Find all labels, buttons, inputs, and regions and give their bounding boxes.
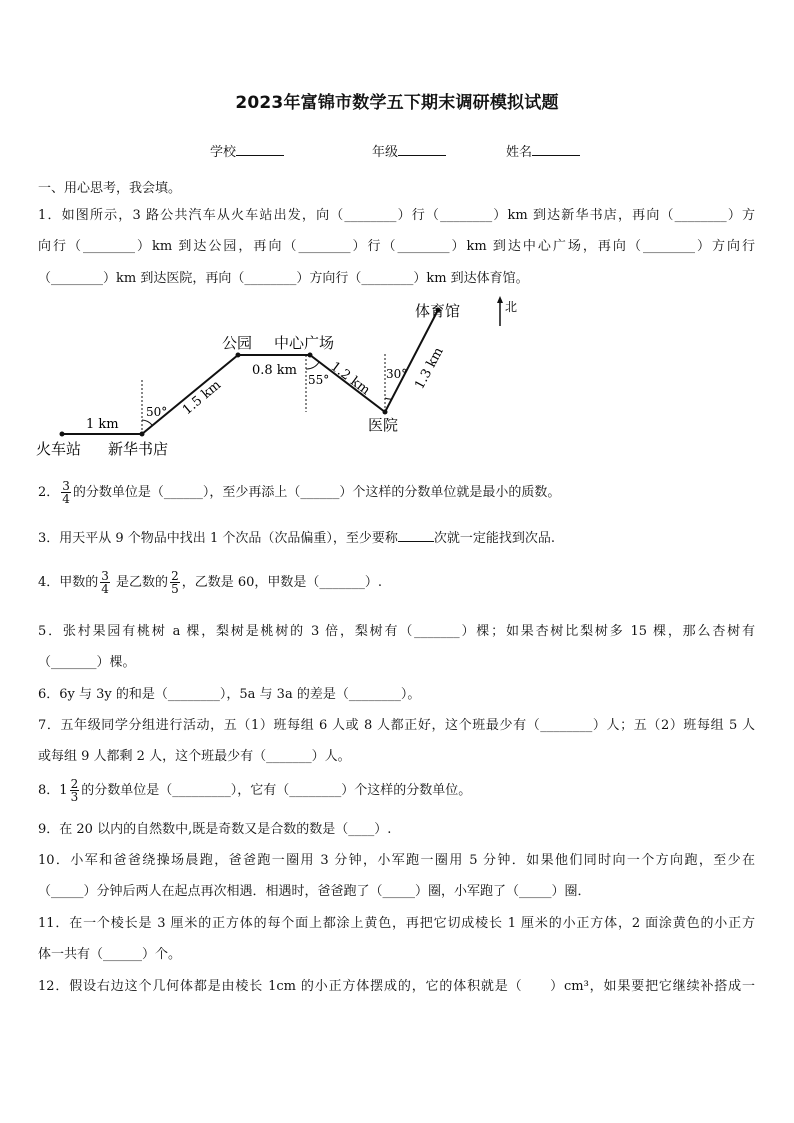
- fraction: [70, 778, 80, 803]
- distance-label-5: 1.3 km: [412, 345, 447, 392]
- school-field: [210, 141, 284, 160]
- question-1-line-1: 1．如图所示，3 路公共汽车从火车站出发，向（________）行（________）km 到达新华书店，再向（________）方: [38, 208, 755, 223]
- angle-arc-1: [142, 420, 152, 425]
- question-3: [38, 531, 555, 547]
- section-heading: 一、用心思考，我会填。: [38, 181, 182, 196]
- question-11-line-2: 体一共有（______）个。: [38, 947, 182, 962]
- label-bookstore: 新华书店: [108, 440, 169, 458]
- fraction-numerator: 3: [101, 569, 109, 583]
- school-label: 学校: [210, 145, 237, 160]
- school-blank[interactable]: [236, 143, 284, 156]
- question-2: [38, 480, 560, 505]
- question-4-text: 4．甲数的: [38, 575, 99, 590]
- label-train-station: 火车站: [36, 440, 82, 458]
- question-10-line-2: （_____）分钟后两人在起点再次相遇．相遇时，爸爸跑了（_____）圈，小军跑了（_____）圈．: [38, 884, 591, 899]
- park-dot: [236, 353, 241, 358]
- label-hospital: 医院: [368, 416, 399, 434]
- question-12: 12．假设右边这个几何体都是由棱长 1cm 的小正方体摆成的，它的体积就是（ ）cm³，如果要把它继续补搭成一: [38, 979, 755, 994]
- angle-label-1: 50°: [146, 405, 168, 419]
- label-park: 公园: [222, 334, 253, 352]
- question-5-line-2: （_______）棵。: [38, 655, 136, 670]
- name-blank[interactable]: [532, 143, 580, 156]
- question-7-line-1: 7．五年级同学分组进行活动，五（1）班每组 6 人或 8 人都正好，这个班最少有（________）人；五（2）班每组 5 人: [38, 718, 755, 733]
- distance-label-1: 1 km: [86, 417, 119, 432]
- center-square-dot: [308, 353, 313, 358]
- name-label: 姓名: [506, 145, 533, 160]
- question-5-line-1: 5．张村果园有桃树 a 棵，梨树是桃树的 3 倍，梨树有（_______）棵；如果杏树比梨树多 15 棵，那么杏树有: [38, 624, 755, 639]
- north-arrowhead-icon: [497, 296, 503, 303]
- train-station-dot: [60, 432, 65, 437]
- question-8-text: 的分数单位是（_________），它有（________）个这样的分数单位。: [81, 783, 472, 798]
- grade-label: 年级: [372, 145, 399, 160]
- fraction-numerator: 2: [70, 777, 79, 791]
- route-diagram: [30, 292, 530, 462]
- angle-arc-2: [306, 362, 319, 369]
- fraction: [170, 570, 180, 595]
- angle-label-2: 55°: [308, 373, 330, 387]
- question-8-number: 8．: [38, 783, 60, 798]
- grade-field: [372, 141, 446, 160]
- distance-label-3: 0.8 km: [252, 363, 298, 378]
- page-title: 2023年富锦市数学五下期末调研模拟试题: [235, 93, 559, 113]
- question-10-line-1: 10．小军和爸爸绕操场晨跑，爸爸跑一圈用 3 分钟，小军跑一圈用 5 分钟．如果他们同时向一个方向跑，至少在: [38, 853, 755, 868]
- question-9: 9．在 20 以内的自然数中,既是奇数又是合数的数是（____）.: [38, 822, 392, 837]
- question-8: [38, 778, 471, 803]
- question-4-text-end: ，乙数是 60，甲数是（_______）.: [181, 575, 383, 590]
- fraction-denominator: 4: [62, 492, 70, 506]
- answer-blank[interactable]: [398, 531, 434, 542]
- question-4-text-mid: 是乙数的: [111, 575, 169, 590]
- question-2-text: 的分数单位是（______），至少再添上（______）个这样的分数单位就是最小的质数。: [72, 485, 561, 500]
- fraction: [100, 570, 110, 595]
- north-label: 北: [505, 300, 518, 314]
- angle-label-3: 30°: [386, 367, 408, 381]
- question-3-text: 3．用天平从 9 个物品中找出 1 个次品（次品偏重），至少要称: [38, 531, 398, 546]
- fraction-numerator: 3: [62, 479, 70, 493]
- fraction-denominator: 3: [70, 790, 79, 804]
- name-field: [506, 141, 580, 160]
- question-11-line-1: 11．在一个棱长是 3 厘米的正方体的每个面上都涂上黄色，再把它切成棱长 1 厘米的小正方体，2 面涂黄色的小正方: [38, 916, 755, 931]
- mixed-number-whole: 1: [59, 783, 68, 798]
- label-stadium: 体育馆: [415, 302, 461, 320]
- question-1-line-3: （________）km 到达医院，再向（________）方向行（________）km 到达体育馆。: [38, 271, 529, 286]
- fraction-denominator: 5: [171, 582, 179, 596]
- question-6: 6．6y 与 3y 的和是（________），5a 与 3a 的差是（________）。: [38, 687, 421, 702]
- question-7-line-2: 或每组 9 人都剩 2 人，这个班最少有（_______）人。: [38, 749, 351, 764]
- label-center-square: 中心广场: [274, 334, 335, 352]
- distance-label-4: 1.2 km: [327, 359, 373, 399]
- grade-blank[interactable]: [398, 143, 446, 156]
- question-4: [38, 570, 382, 595]
- question-1-line-2: 向行（________）km 到达公园，再向（________）行（________）km 到达中心广场，再向（________）方向行: [38, 239, 755, 254]
- fraction: [61, 480, 71, 505]
- question-2-number: 2．: [38, 485, 60, 500]
- question-3-text-end: 次就一定能找到次品.: [433, 531, 555, 546]
- fraction-numerator: 2: [171, 569, 179, 583]
- fraction-denominator: 4: [101, 582, 109, 596]
- distance-label-2: 1.5 km: [179, 377, 225, 419]
